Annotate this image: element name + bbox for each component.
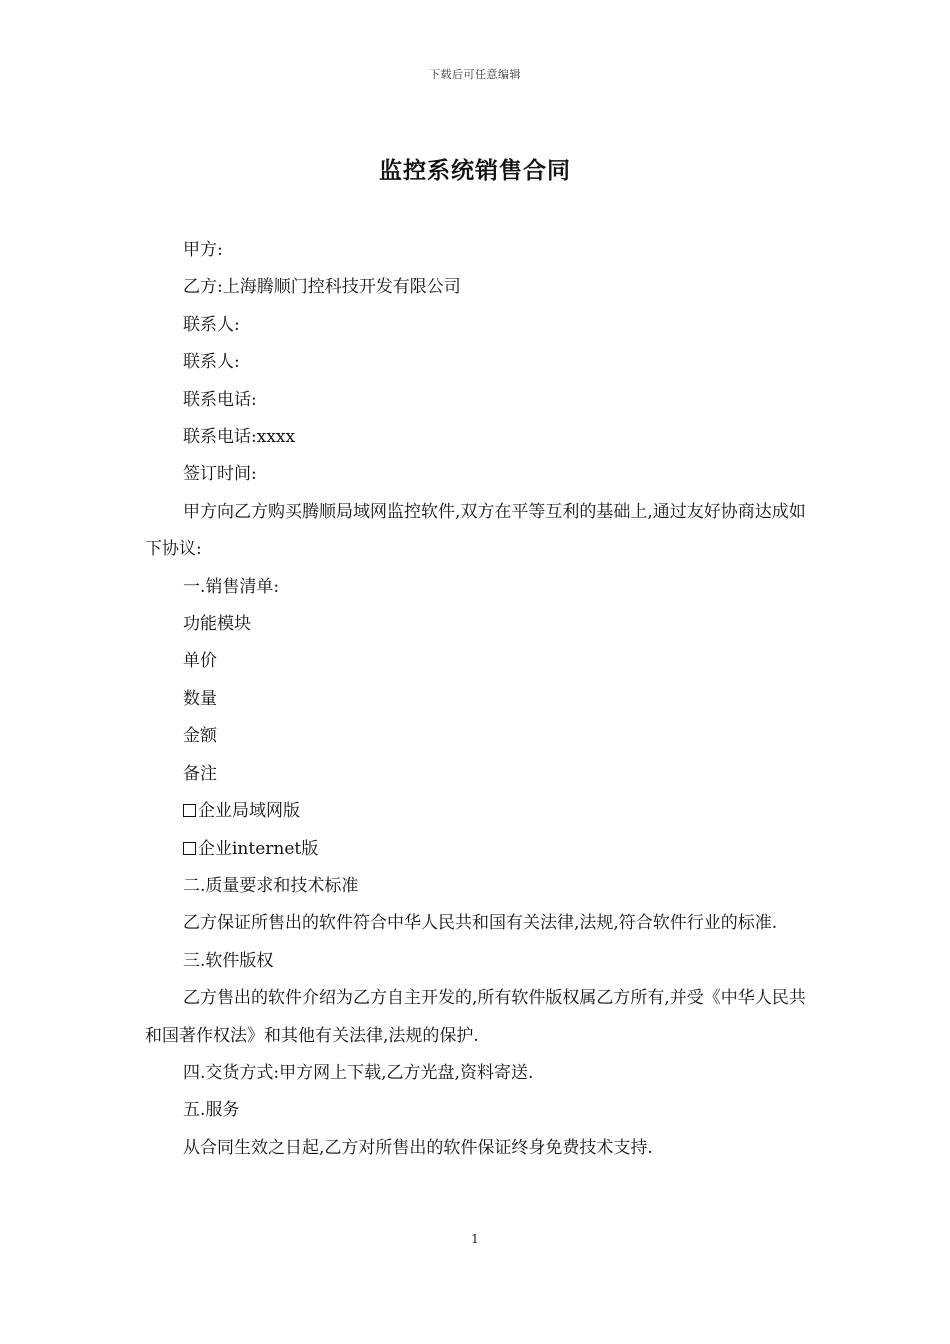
section-2-heading: 二.质量要求和技术标准 [183, 875, 359, 896]
page-number: 1 [471, 1232, 479, 1246]
header-note: 下载后可任意编辑 [429, 68, 521, 81]
section-5-text: 从合同生效之日起,乙方对所售出的软件保证终身免费技术支持. [183, 1137, 653, 1158]
contact-b-line: 联系人: [183, 352, 240, 373]
list-item-label: 企业局域网版 [198, 801, 300, 822]
phone-b-line: 联系电话:xxxx [183, 427, 296, 448]
list-column-remarks: 备注 [183, 763, 217, 784]
contract-body [145, 232, 810, 1167]
party-b-line: 乙方:上海腾顺门控科技开发有限公司 [183, 277, 461, 298]
checkbox-icon [183, 842, 196, 855]
sign-date-line: 签订时间: [183, 464, 257, 485]
section-3-text: 乙方售出的软件介绍为乙方自主开发的,所有软件版权属乙方所有,并受《中华人民共和国著作权法》和其他有关法律,法规的保护. [145, 988, 806, 1046]
document-title: 监控系统销售合同 [379, 157, 571, 184]
checkbox-icon [183, 804, 196, 817]
section-5-heading: 五.服务 [183, 1100, 240, 1121]
list-item-label: 企业internet版 [198, 838, 319, 859]
list-item-lan-edition [145, 793, 810, 830]
list-column-module: 功能模块 [183, 614, 251, 635]
list-item-internet-edition [145, 831, 810, 868]
contact-a-line: 联系人: [183, 314, 240, 335]
section-4-heading: 四.交货方式:甲方网上下载,乙方光盘,资料寄送. [183, 1062, 534, 1083]
list-column-amount: 金额 [183, 726, 217, 747]
party-a-line: 甲方: [183, 240, 223, 260]
section-2-text: 乙方保证所售出的软件符合中华人民共和国有关法律,法规,符合软件行业的标准. [183, 913, 778, 934]
list-column-unit-price: 单价 [183, 651, 217, 672]
list-column-quantity: 数量 [183, 688, 217, 709]
section-3-heading: 三.软件版权 [183, 950, 274, 971]
phone-a-line: 联系电话: [183, 389, 257, 410]
section-1-heading: 一.销售清单: [183, 576, 280, 597]
intro-paragraph: 甲方向乙方购买腾顺局域网监控软件,双方在平等互利的基础上,通过友好协商达成如下协议: [145, 501, 806, 560]
